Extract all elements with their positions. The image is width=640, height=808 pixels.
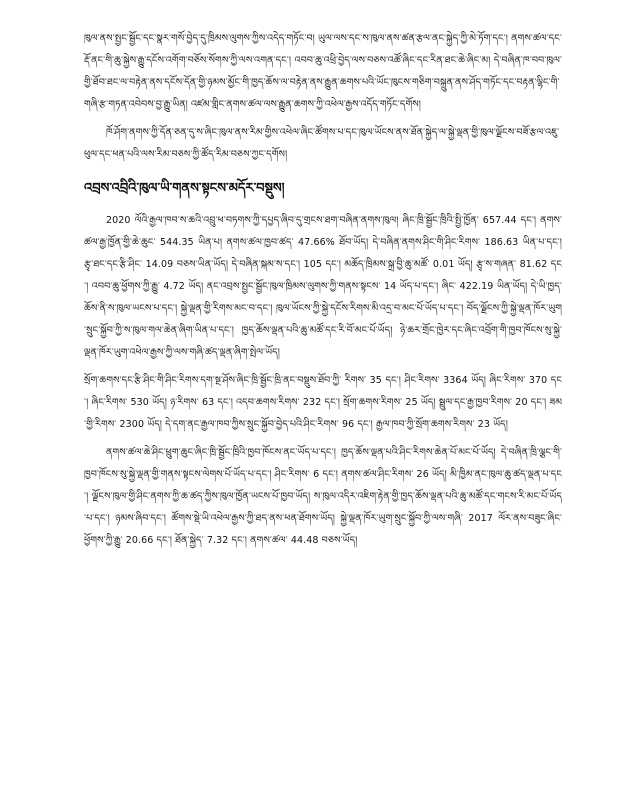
document-page [84, 28, 562, 558]
body-paragraph-1: 2020 ལོའི་རྒྱལ་ཁབ་ས་ཆའི་འབྲུ་ཕ་བཏགས་ཀྱི་དཔྱད་ཞིབ་དུ་གྲངས་ཐག་བཞིན་ནགས་ཁུལ། ཞིང་ཁྲི་སྦྱོང་ཁྲིའི་སྤྱི་ཁྱོན་ 657.44 དང་། ནགས་ཚལ་རྒྱ་ཁྱོན་གྱི་ཆེ་ཆུང་ 544.35 ཡིན་པ། ནགས་ཚལ་ཁྱབ་ཚད་ 47.66% ཐོབ་ཡོད། དེ་བཞིན་ནགས་ཤིང་གི་ཤིང་རིགས་ 186.63 ཡིན་པ་དང་། རྩྭ་ཐང་དང་རྩི་ཤིང་ 14.09 བཅས་ཡིན་ཡོད། དེ་བཞིན་སྐམ་ས་དང་། 105 དང་། མཆོད་ཁྲིམས་སྐྲ་བྱི་ཆུ་མཚོ་ 0.01 ཡོད། རྩྭ་ས་གཞན་ 81.62 དང་། འབབ་ཆུ་ཕྱོགས་ཀྱི་རྒྱུ་ 4.72 ཡོད། ནང་འབྲས་སྤྱང་སྦྱོང་ཁུལ་ཁྲིམས་ལུགས་ཀྱི་གནས་སྟངས་ 14 ཡོད་པ་དང་། ཞིང་ 422.19 ཡིན་ཡོད། དེ་ཡི་ཁྱད་ཆོས་ནི་ས་ཁུལ་ཡངས་པ་དང་། སྐྱེ་ལྡན་གྱི་རིགས་མང་བ་དང་། ཁུལ་ཡོངས་ཀྱི་སྐྱེ་དངོས་རིགས་མི་འདྲ་བ་མང་པོ་ཡོད་པ་དང་། བོད་ལྗོངས་ཀྱི་སྐྱེ་ལྡན་ཁོར་ཡུག་སྲུང་སྐྱོབ་ཀྱི་ས་ཁུལ་གལ་ཆེན་ཞིག་ཡིན་པ་དང་། ཁྱད་ཆོས་ལྡན་པའི་ཆུ་མཚོ་དང་རི་བོ་མང་པོ་ཡོད། ཉེ་ཆར་གྲོང་ཁྱེར་དང་ཞིང་འབྲོག་གི་ཁྱབ་ཁོངས་སུ་སྐྱེ་ལྡན་ཁོར་ཡུག་འཕེལ་རྒྱས་ཀྱི་ལས་གཞི་ཚད་ལྡན་ཞིག་སྤེལ་ཡོད། [84, 215, 562, 358]
intro-paragraph-2: ཁོ་ཤོག་ནགས་ཀྱི་དོན་ཅན་དུ་ས་ཞིང་ཁུལ་ནས་རིམ་གྱིས་འཕེལ་ཞིང་ཚོགས་པ་དང་ཁུལ་ཡོངས་ནས་ཐོན་སྐྱེད་ལ་སྐྱེ་ལྡན་གྱི་ཁུལ་ལྗོངས་བཟོ་རྩལ་འཇུ་ཕུལ་དང་ཕན་པའི་ལས་རིམ་བཅས་ཀྱི་ཚོད་རིམ་བཅས་ཀྱང་དགོས། [84, 127, 560, 160]
intro-paragraph-1: ཁུལ་ནས་སྤྱང་སྦྱོང་དང་སྣར་གསོ་བྱེད་དུ་ཁྲིམས་ལུགས་ཀྱིས་འདེད་གཏོང་བ། ཡུལ་ལས་དང་ས་ཁུལ་ནས་ཚན་རྩལ་ནང་སྐྱེད་ཀྱི་མེ་ཏོག་དང་། ནགས་ཚལ་དང་རྡོ་ནང་གི་ཆུ་སྐྱེས་རྒྱུ་དངོས་འགོག་བཅོས་སོགས་ཀྱི་ལས་འགན་དང་། འབབ་ཆུ་འཕྲི་བྱེད་ལས་བཅས་འཚོ་ཞིང་དང་རིན་ཐང་ཆེ་ཞིང་མ། དེ་བཞིན་ཁ་བབ་ཁུལ་གྱི་ཐོབ་ཐང་ལ་བརྟེན་ནས་དངོས་དོན་གྱི་ཉམས་མྱོང་གི་ཁྱད་ཆོས་ལ་བརྟེན་ནས་རྒྱུན་ཆགས་པའི་ཡོང་ཁུངས་གཅིག་བསྐྲུན་ནས་ཤོད་གཏོང་དང་བརྟན་ལྷིང་གི་གཞི་རྩ་གཏན་འབེབས་བྱ་རྒྱུ་ཡིན། འཛམ་གླིང་ནགས་ཚལ་ལས་རྒྱུན་ཆགས་ཀྱི་འཕེལ་རྒྱས་འདོད་གཏོང་དགོས། [84, 33, 562, 110]
section-heading: འབྲས་འབྲིའི་ཁུལ་ཡི་གནས་སྟངས་མདོར་བསྡུས། [84, 181, 285, 196]
body-paragraph-3: ནགས་ཚལ་ཆེ་ཤིང་ཕྲུག་ཆུང་ཞིང་ཁྲི་སྦྱོང་ཁྲིའི་ཁྱབ་ཁོངས་ནང་ཡོད་པ་དང་། ཁྱད་ཆོས་ལྡན་པའི་ཤིང་རིགས་ཆེན་པོ་མང་པོ་ཡོད། དེ་བཞིན་ཁྲི་ལྕང་གི་ཁྱབ་ཁོངས་སུ་སྐྱེ་ལྡན་གྱི་གནས་སྟངས་ལེགས་པོ་ཡོད་པ་དང་། ཤིང་རིགས་ 6 དང་། ནགས་ཚལ་ཤིང་རིགས་ 26 ཡོད། མི་ཁྱིམ་ནང་ཁུལ་ཆུ་ཚད་ལྡན་པ་དང་། ལྗོངས་ཁུལ་གྱི་ཤིང་ནགས་ཀྱི་ཆ་ཚད་ཀྱིས་ཁུལ་ཁྱོན་ཡངས་པོ་ཁྱབ་ཡོད། ས་ཁུལ་འདིར་འཇིག་རྟེན་གྱི་ཁྱད་ཆོས་ལྡན་པའི་ཆུ་མཚོ་དང་གངས་རི་མང་པོ་ཡོད་པ་དང་། ཉམས་ཞིབ་དང་། ཚོགས་སྡེ་ཡི་འཕེལ་རྒྱས་ཀྱི་ཐད་ནས་ཕན་ཐོགས་ཡོད། སྐྱེ་ལྡན་ཁོར་ཡུག་སྲུང་སྐྱོབ་ཀྱི་ལས་གཞི་ 2017 ལོར་ནས་བཟུང་ཞིང་ཕྱོགས་ཀྱི་རྒྱུ་ 20.66 དང་། ཐོན་སྐྱེད་ 7.32 དང་། ནགས་ཚལ་ 44.48 བཅས་ཡོད། [84, 447, 562, 546]
body-paragraph-2: སྲོག་ཆགས་དང་རྩི་ཤིང་གི་ཤིང་རིགས་དག་སྔ་ཤོས་ཞིང་ཁྲི་སྦྱོང་ཁྲི་ནང་བསྡུས་ཐོབ་ཀྱི་ རིགས་ 35 དང་། ཤིང་རིགས་ 3364 ཡོད། ཞིང་རིགས་ 370 དང་། ཞིང་རིགས་ 530 ཡོད། ཉ་རིགས་ 63 དང་། འདབ་ཆགས་རིགས་ 232 དང་། སྲོག་ཆགས་རིགས་ 25 ཡོད། སྦྲུལ་དང་རྒྱ་ཁྱབ་རིགས་ 20 དང་། ཟམ་གྱི་རིགས་ 2300 ཡོད། དེ་དག་ནང་རྒྱལ་ཁབ་ཀྱིས་སྲུང་སྐྱོབ་བྱེད་པའི་ཤིང་རིགས་ 96 དང་། རྒྱལ་ཁབ་ཀྱི་སྲོག་ཆགས་རིགས་ 23 ཡོད། [84, 375, 562, 430]
